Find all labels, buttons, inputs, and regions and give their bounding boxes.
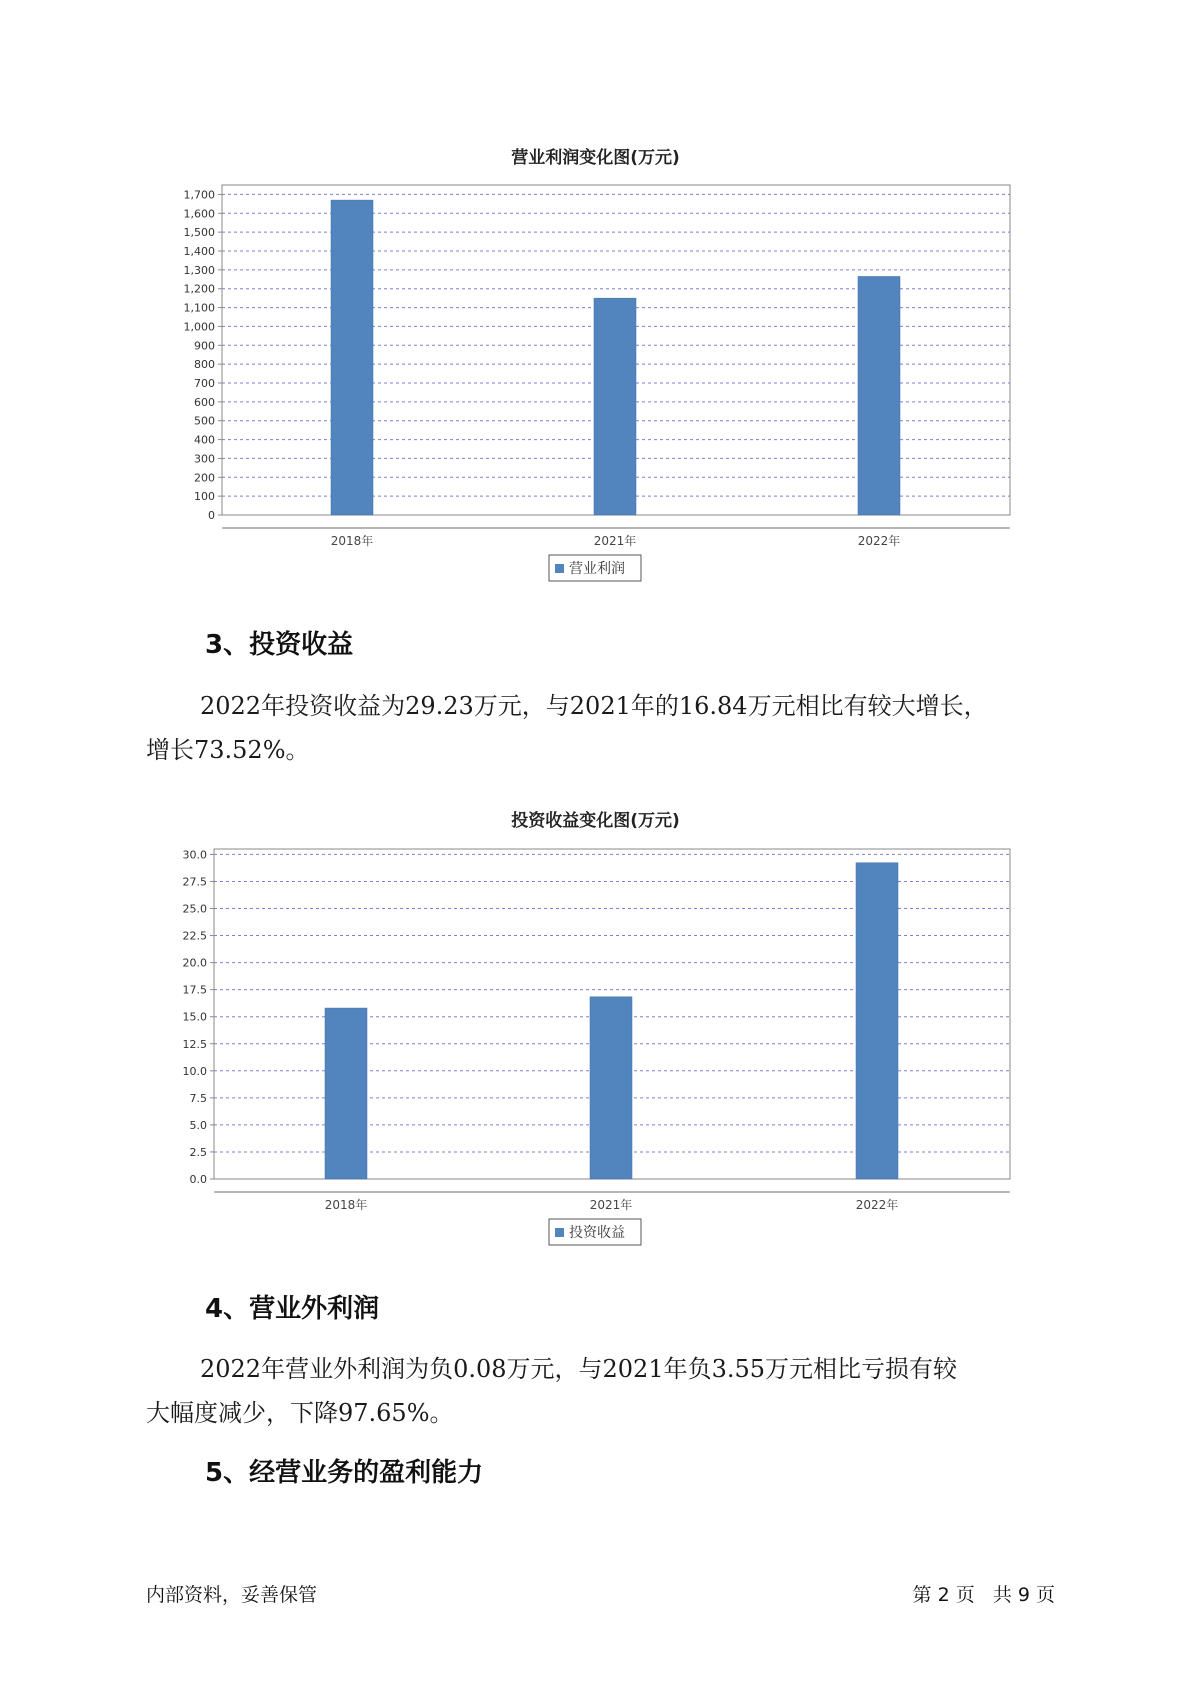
y-tick-label: 600 [194,395,215,409]
chart2-title: 投资收益变化图(万元) [511,811,680,831]
x-tick-label: 2018年 [324,1198,368,1212]
y-tick-label: 17.5 [182,983,207,997]
y-tick-label: 100 [194,490,215,504]
bar [590,997,632,1179]
y-tick-label: 1,700 [183,188,215,202]
y-tick-label: 5.0 [189,1118,207,1132]
y-tick-label: 500 [194,414,215,428]
legend-swatch [555,1228,564,1237]
y-tick-label: 1,600 [183,207,215,221]
legend-label: 投资收益 [569,1225,625,1241]
x-tick-label: 2022年 [855,1198,899,1212]
y-tick-label: 1,400 [183,245,215,258]
x-tick-label: 2021年 [589,1198,633,1212]
section-3-heading: 3、投资收益 [205,630,354,660]
y-tick-label: 2.5 [189,1145,207,1159]
y-tick-label: 27.5 [182,875,207,889]
y-tick-label: 0 [208,509,215,522]
legend-label: 营业利润 [569,561,625,577]
section-4-line-1: 2022年营业外利润为负0.08万元，与2021年负3.55万元相比亏损有较 [200,1355,958,1383]
y-tick-label: 1,300 [183,263,215,277]
y-tick-label: 1,200 [183,282,215,296]
y-tick-label: 15.0 [182,1010,207,1024]
x-tick-label: 2021年 [593,534,637,548]
section-5-heading: 5、经营业务的盈利能力 [205,1458,484,1488]
bar [856,863,898,1179]
y-tick-label: 7.5 [189,1091,207,1105]
y-tick-label: 12.5 [182,1037,207,1051]
section-3-line-1: 2022年投资收益为29.23万元，与2021年的16.84万元相比有较大增长， [200,692,988,720]
y-tick-label: 400 [194,433,215,447]
footer-confidential: 内部资料，妥善保管 [146,1584,318,1606]
chart1-title: 营业利润变化图(万元) [511,148,680,168]
y-tick-label: 200 [194,471,215,485]
y-tick-label: 1,100 [183,301,215,315]
footer-page-number: 第 2 页 共 9 页 [912,1584,1055,1606]
section-3-line-2: 增长73.52%。 [146,736,310,764]
section-4-paragraph [146,1347,1052,1435]
y-tick-label: 25.0 [182,902,207,916]
y-tick-label: 22.5 [182,929,207,943]
x-tick-label: 2022年 [857,534,901,548]
y-tick-label: 30.0 [182,848,207,862]
y-tick-label: 1,500 [183,226,215,240]
y-tick-label: 700 [194,377,215,390]
y-tick-label: 0.0 [189,1173,207,1186]
y-tick-label: 800 [194,358,215,372]
y-tick-label: 10.0 [182,1064,207,1078]
y-tick-label: 900 [194,339,215,353]
section-4-heading: 4、营业外利润 [205,1294,380,1324]
bar [325,1008,367,1179]
section-4-line-2: 大幅度减少，下降97.65%。 [146,1399,454,1427]
x-tick-label: 2018年 [330,534,374,548]
y-tick-label: 1,000 [183,320,215,334]
y-tick-label: 300 [194,452,215,466]
y-tick-label: 20.0 [182,956,207,970]
